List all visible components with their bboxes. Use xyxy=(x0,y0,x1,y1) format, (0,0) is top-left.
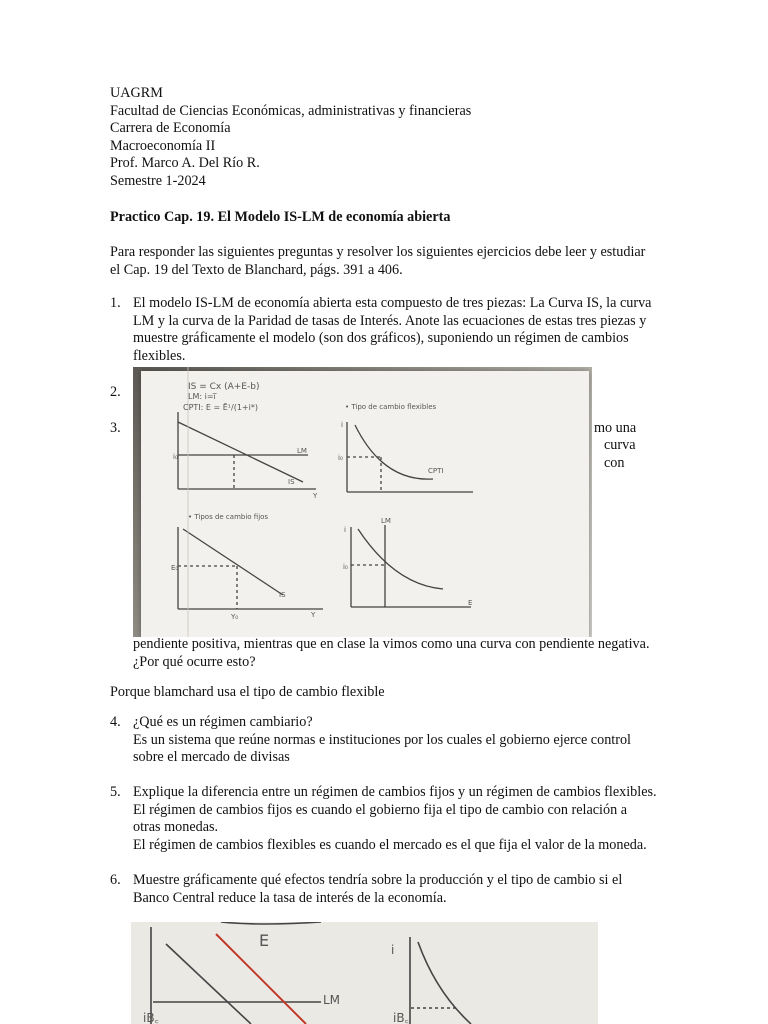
q5-number: 5. xyxy=(110,784,121,800)
page-title: Practico Cap. 19. El Modelo IS-LM de economía abierta xyxy=(110,209,451,225)
label-e0: E₀ xyxy=(171,564,179,572)
q5-text xyxy=(133,784,657,854)
q1-line: LM y la curva de la Paridad de tasas de Interés. Anote las ecuaciones de estas tres piezas y xyxy=(133,312,647,329)
q3-fragment: mo una xyxy=(594,420,637,436)
handwritten-graphs-2 xyxy=(131,922,598,1024)
intro-line: Para responder las siguientes preguntas y resolver los siguientes ejercicios debe leer y estudiar xyxy=(110,244,646,260)
semester: Semestre 1-2024 xyxy=(110,172,206,189)
heading-flexible: • Tipo de cambio flexibles xyxy=(345,403,437,411)
q5-line: El régimen de cambios fijos es cuando el gobierno fija el tipo de cambio con relación a xyxy=(133,801,628,818)
q1-line: flexibles. xyxy=(133,347,186,364)
label-lm: LM xyxy=(381,517,391,525)
label-i0: i₀ xyxy=(343,563,348,571)
label-y0: Y₀ xyxy=(231,613,239,621)
eq-fragment: E xyxy=(259,931,270,950)
intro-line: el Cap. 19 del Texto de Blanchard, págs. 391 a 406. xyxy=(110,261,403,278)
label-lm: LM xyxy=(323,993,341,1007)
q4-number: 4. xyxy=(110,714,121,730)
label-y: Y xyxy=(311,611,316,619)
q3-fragment: con xyxy=(604,455,625,471)
q3-answer: Porque blamchard usa el tipo de cambio flexible xyxy=(110,684,385,700)
q4-question: ¿Qué es un régimen cambiario? xyxy=(133,714,313,730)
q5-line: otras monedas. xyxy=(133,819,219,835)
university-name: UAGRM xyxy=(110,85,163,101)
q1-line: muestre gráficamente el modelo (son dos gráficos), suponiendo un régimen de cambios xyxy=(133,330,629,346)
q3-line: ¿Por qué ocurre esto? xyxy=(133,653,256,670)
label-e: E xyxy=(468,599,473,607)
label-is: IS xyxy=(279,591,286,599)
label-is: IS xyxy=(288,478,295,486)
q3-number: 3. xyxy=(110,420,121,436)
q4-answer-line: Es un sistema que reúne normas e instituciones por los cuales el gobierno ejerce control xyxy=(133,731,631,748)
label-i: i xyxy=(391,943,395,957)
professor-name: Prof. Marco A. Del Río R. xyxy=(110,155,260,171)
label-i0: i₀ xyxy=(338,454,343,462)
q5-line: El régimen de cambios flexibles es cuando el mercado es el que fija el valor de la moneda. xyxy=(133,836,647,853)
q6-line: Banco Central reduce la tasa de interés de la economía. xyxy=(133,889,447,906)
eq-lm: LM: i=i̅ xyxy=(188,392,216,401)
career-name: Carrera de Economía xyxy=(110,120,231,136)
eq-is: IS = Cx (A+E-b) xyxy=(188,382,260,392)
heading-fixed: • Tipos de cambio fijos xyxy=(188,513,269,521)
q5-line: Explique la diferencia entre un régimen de cambios fijos y un régimen de cambios flexibles. xyxy=(133,784,657,800)
q6-number: 6. xyxy=(110,872,121,888)
q1-text xyxy=(133,295,651,365)
graph-photo-1 xyxy=(133,367,592,637)
q4-text xyxy=(133,714,631,767)
q3-text xyxy=(133,636,650,671)
q1-line: El modelo IS-LM de economía abierta esta compuesto de tres piezas: La Curva IS, la curva xyxy=(133,295,652,311)
intro-paragraph xyxy=(110,244,645,279)
q3-line: pendiente positiva, mientras que en clase la vimos como una curva con pendiente negativa. xyxy=(133,636,650,652)
q4-answer-line: sobre el mercado de divisas xyxy=(133,749,290,765)
course-name: Macroeconomía II xyxy=(110,137,216,154)
eq-cpti: CPTI: E = Ē¹/(1+i*) xyxy=(183,403,258,412)
label-ibc: iB꜀ xyxy=(393,1011,409,1024)
graph-photo-2 xyxy=(131,922,598,1024)
header-block xyxy=(110,85,471,190)
label-lm: LM xyxy=(297,447,307,455)
q3-fragment: curva xyxy=(604,437,636,453)
label-i: i xyxy=(341,421,343,429)
label-i0: i₀ xyxy=(173,453,178,461)
label-ibc: iB꜀ xyxy=(143,1011,159,1024)
faculty-name: Facultad de Ciencias Económicas, administrativas y financieras xyxy=(110,102,472,119)
label-cpti: CPTI xyxy=(428,467,444,475)
q2-number: 2. xyxy=(110,384,121,400)
q6-text xyxy=(133,872,622,907)
handwritten-graphs xyxy=(133,367,592,637)
q1-number: 1. xyxy=(110,295,121,311)
q6-line: Muestre gráficamente qué efectos tendría sobre la producción y el tipo de cambio si el xyxy=(133,872,623,888)
label-y: Y xyxy=(313,492,318,500)
label-i: i xyxy=(344,526,346,534)
